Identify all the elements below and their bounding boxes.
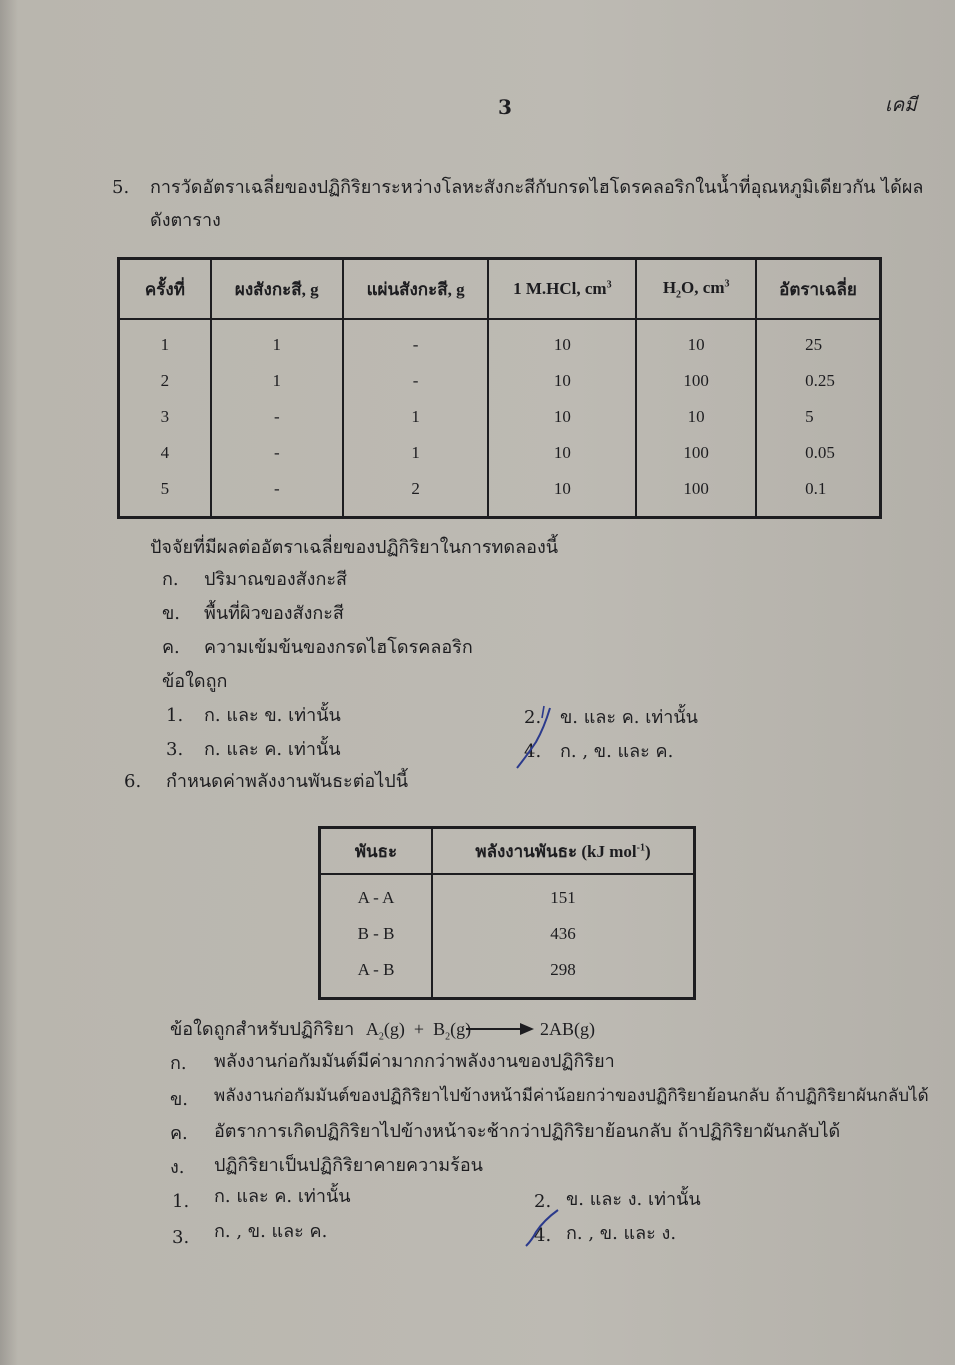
table-header-row bbox=[119, 259, 881, 320]
table-row bbox=[320, 952, 695, 999]
q6-choice-text: ก. และ ค. เท่านั้น bbox=[214, 1186, 351, 1207]
q5-choice-text: ก. และ ข. เท่านั้น bbox=[204, 705, 341, 726]
col-header-average-rate: อัตราเฉลี่ย bbox=[756, 259, 880, 320]
q6-choice-text: ก. , ข. และ ง. bbox=[566, 1223, 677, 1244]
cell: 10 bbox=[488, 435, 636, 471]
table-row bbox=[119, 319, 881, 363]
q6-statement-label: ก. bbox=[170, 1053, 187, 1074]
cell: 10 bbox=[488, 319, 636, 363]
q5-choice-num: 1. bbox=[166, 705, 184, 726]
q5-choice-text: ก. และ ค. เท่านั้น bbox=[204, 739, 341, 760]
cell: 5 bbox=[119, 471, 211, 518]
cell: 298 bbox=[432, 952, 695, 999]
q6-statement-label: ค. bbox=[170, 1123, 188, 1144]
cell: 10 bbox=[636, 399, 756, 435]
col-header-hcl: 1 M.HCl, $cm^3$ bbox=[488, 259, 636, 320]
handwritten-check-mark-icon bbox=[522, 1206, 562, 1252]
cell: 0.1 bbox=[756, 471, 880, 518]
q5-statement-text: ความเข้มข้นของกรดไฮโดรคลอริก bbox=[204, 637, 473, 658]
cell: 2 bbox=[119, 363, 211, 399]
table-row bbox=[320, 916, 695, 952]
cell: 1 bbox=[343, 399, 489, 435]
handwritten-check-mark-icon bbox=[514, 702, 558, 774]
cell: - bbox=[211, 471, 343, 518]
cell: 1 bbox=[343, 435, 489, 471]
q6-number: 6. bbox=[124, 771, 142, 792]
cell: B - B bbox=[320, 916, 433, 952]
q5-data-table bbox=[117, 257, 882, 519]
col-header-bond: พันธะ bbox=[320, 828, 433, 875]
q6-statement-label: ข. bbox=[170, 1089, 189, 1110]
q5-stem-line1: การวัดอัตราเฉลี่ยของปฏิกิริยาระหว่างโลหะสังกะสีกับกรดไฮโดรคลอริกในน้ำที่อุณหภูมิเดียวกัน ได้ผล bbox=[150, 177, 924, 198]
q6-stem: กำหนดค่าพลังงานพันธะต่อไปนี้ bbox=[166, 771, 409, 792]
cell: 436 bbox=[432, 916, 695, 952]
table-row bbox=[119, 435, 881, 471]
q6-choice-num: 1. bbox=[172, 1191, 190, 1212]
q6-choice-text: ข. และ ง. เท่านั้น bbox=[566, 1189, 701, 1210]
cell: 10 bbox=[636, 319, 756, 363]
q6-choice-num: 3. bbox=[172, 1227, 190, 1248]
bond-energy-table bbox=[318, 826, 696, 1000]
q5-choice-text: ข. และ ค. เท่านั้น bbox=[560, 707, 698, 728]
cell: 0.25 bbox=[756, 363, 880, 399]
cell: A - B bbox=[320, 952, 433, 999]
cell: 1 bbox=[211, 363, 343, 399]
q5-stem-line2: ดังตาราง bbox=[150, 210, 221, 231]
q5-choice-num: 3. bbox=[166, 739, 184, 760]
q6-product: 2AB(g) bbox=[540, 1019, 595, 1039]
q6-choice-num: 4. bbox=[534, 1225, 552, 1246]
cell: 100 bbox=[636, 363, 756, 399]
q6-statement-text: พลังงานก่อกัมมันต์ของปฏิกิริยาไปข้างหน้ามีค่าน้อยกว่าของปฏิกิริยาย้อนกลับ ถ้าปฏิกิริยาผันกลับได้ bbox=[214, 1086, 929, 1106]
cell: - bbox=[343, 319, 489, 363]
cell: 5 bbox=[756, 399, 880, 435]
cell: 25 bbox=[756, 319, 880, 363]
q5-number: 5. bbox=[112, 177, 130, 198]
q6-question: ข้อใดถูกสำหรับปฏิกิริยา $A_2(g) + B_2(g)$ bbox=[170, 1019, 472, 1043]
q6-choice-num: 2. bbox=[534, 1191, 552, 1212]
table-row bbox=[119, 471, 881, 518]
cell: 4 bbox=[119, 435, 211, 471]
col-header-water: $H_2O$, $cm^3$ bbox=[636, 259, 756, 320]
table-row bbox=[119, 399, 881, 435]
q5-choice-num: 4. bbox=[524, 741, 542, 762]
table-row bbox=[320, 874, 695, 916]
q5-statement-text: พื้นที่ผิวของสังกะสี bbox=[204, 603, 344, 624]
q6-choice-text: ก. , ข. และ ค. bbox=[214, 1221, 328, 1242]
q6-statement-text: ปฏิกิริยาเป็นปฏิกิริยาคายความร้อน bbox=[214, 1155, 483, 1176]
col-header-zinc-powder: ผงสังกะสี, g bbox=[211, 259, 343, 320]
cell: 1 bbox=[119, 319, 211, 363]
cell: 1 bbox=[211, 319, 343, 363]
cell: 10 bbox=[488, 399, 636, 435]
q6-statement-label: ง. bbox=[170, 1157, 185, 1178]
cell: 3 bbox=[119, 399, 211, 435]
col-header-zinc-sheet: แผ่นสังกะสี, g bbox=[343, 259, 489, 320]
reaction-arrow-icon bbox=[464, 1022, 536, 1036]
q5-prompt: ปัจจัยที่มีผลต่ออัตราเฉลี่ยของปฏิกิริยาในการทดลองนี้ bbox=[150, 537, 559, 558]
q5-statement-label: ก. bbox=[162, 569, 179, 590]
cell: 0.05 bbox=[756, 435, 880, 471]
q5-statement-label: ค. bbox=[162, 637, 180, 658]
cell: 10 bbox=[488, 471, 636, 518]
table-row bbox=[119, 363, 881, 399]
col-header-trial: ครั้งที่ bbox=[119, 259, 211, 320]
q5-statement-label: ข. bbox=[162, 603, 181, 624]
cell: A - A bbox=[320, 874, 433, 916]
q6-statement-text: อัตราการเกิดปฏิกิริยาไปข้างหน้าจะช้ากว่าปฏิกิริยาย้อนกลับ ถ้าปฏิกิริยาผันกลับได้ bbox=[214, 1121, 841, 1142]
q5-choice-text: ก. , ข. และ ค. bbox=[560, 741, 674, 762]
page-number: 3 bbox=[498, 95, 512, 119]
q5-choice-num: 2. bbox=[524, 707, 542, 728]
cell: 100 bbox=[636, 435, 756, 471]
cell: 2 bbox=[343, 471, 489, 518]
cell: 100 bbox=[636, 471, 756, 518]
cell: - bbox=[211, 399, 343, 435]
q5-statement-text: ปริมาณของสังกะสี bbox=[204, 569, 347, 590]
table-header-row bbox=[320, 828, 695, 875]
subject-title: เคมี bbox=[885, 94, 917, 116]
cell: - bbox=[343, 363, 489, 399]
cell: 10 bbox=[488, 363, 636, 399]
col-header-bond-energy: พลังงานพันธะ (kJ mol$^{-1}$) bbox=[432, 828, 695, 875]
q6-statement-text: พลังงานก่อกัมมันต์มีค่ามากกว่าพลังงานของปฏิกิริยา bbox=[214, 1051, 615, 1072]
cell: - bbox=[211, 435, 343, 471]
q5-which: ข้อใดถูก bbox=[162, 671, 228, 692]
cell: 151 bbox=[432, 874, 695, 916]
